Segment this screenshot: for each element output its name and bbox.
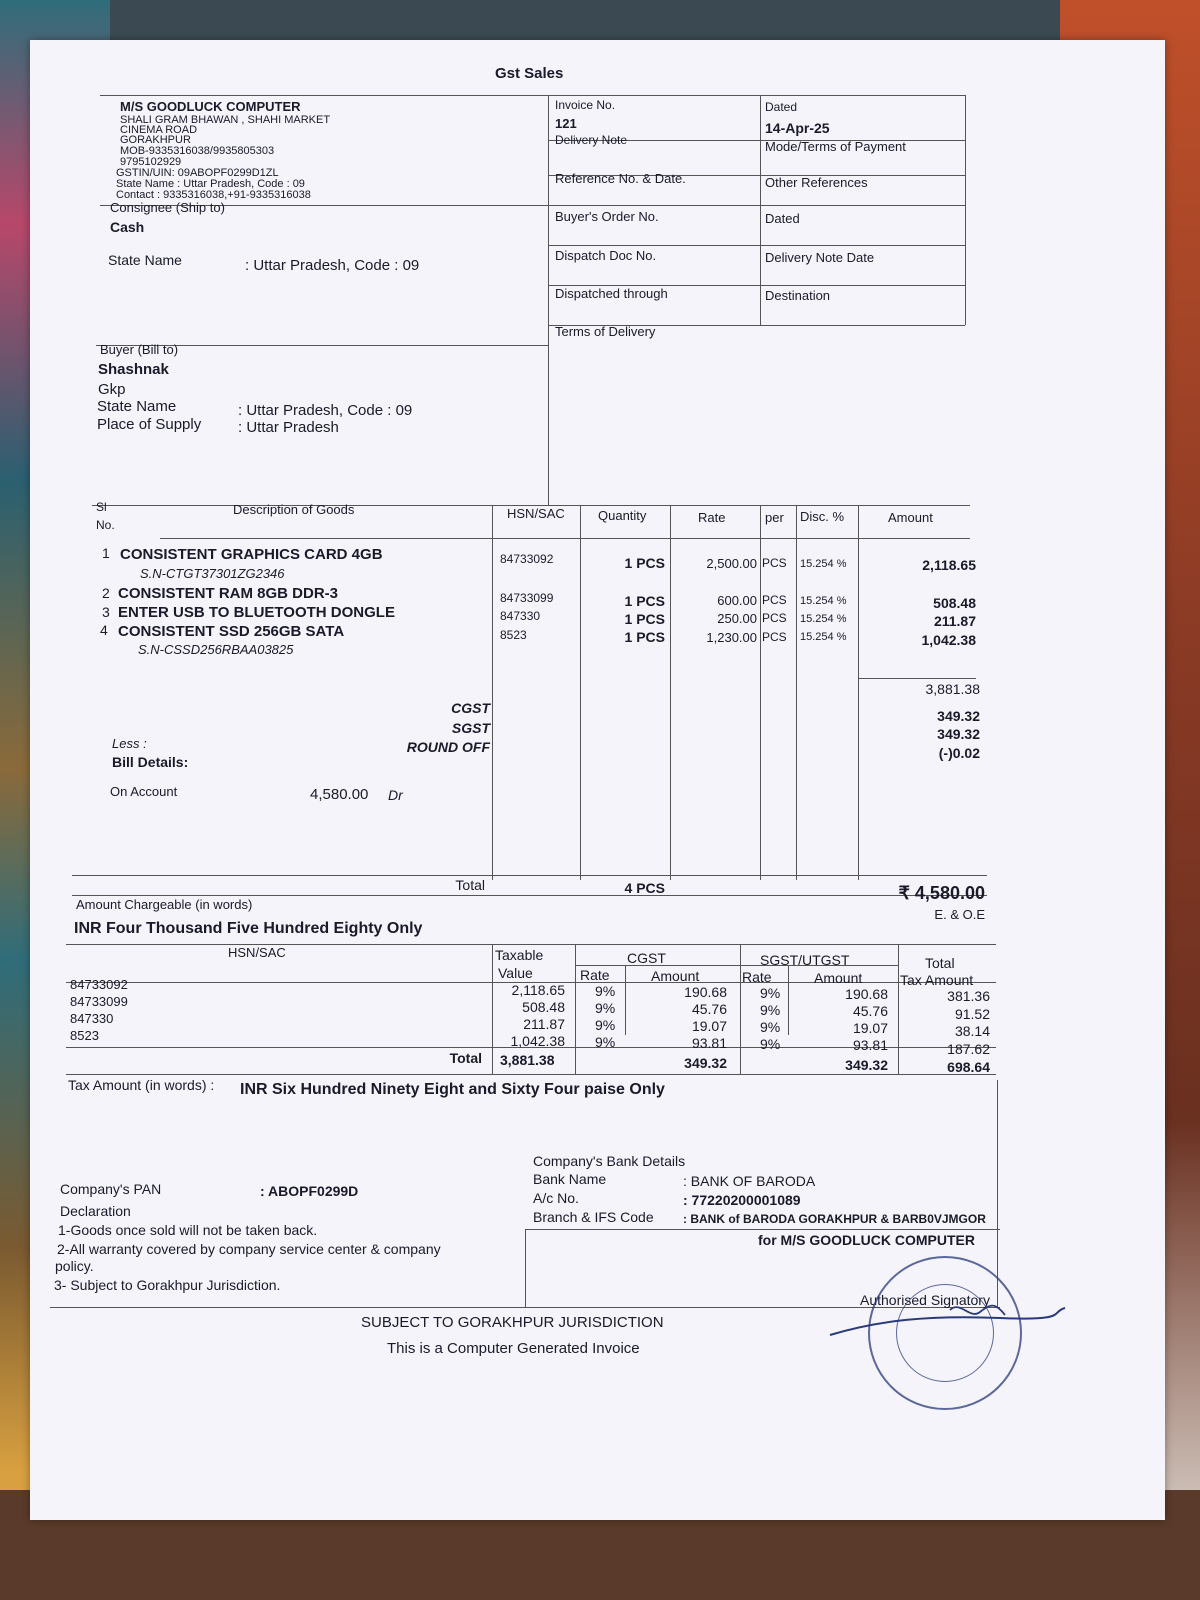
item-per: PCS: [762, 611, 787, 625]
buyer-city: Gkp: [98, 381, 126, 398]
footer-jurisdiction: SUBJECT TO GORAKHPUR JURISDICTION: [361, 1314, 664, 1331]
tax-header-hsn: HSN/SAC: [228, 945, 286, 960]
rule: [575, 965, 898, 966]
bank-branch-value: : BANK of BARODA GORAKHPUR & BARB0VJMGOR: [683, 1212, 986, 1226]
item-qty: 1 PCS: [624, 555, 665, 571]
buyers-order-label: Buyer's Order No.: [555, 209, 659, 224]
bill-details-label: Bill Details:: [112, 754, 189, 770]
declaration-line: 2-All warranty covered by company service center & company: [57, 1241, 441, 1257]
less-label: Less :: [112, 736, 147, 751]
rule: [492, 505, 493, 880]
rule: [580, 505, 581, 880]
header-disc: Disc. %: [800, 509, 845, 524]
tax-header-cgst-amount: Amount: [651, 968, 700, 984]
rule: [788, 965, 789, 1035]
consignee-name: Cash: [110, 219, 145, 235]
seller-state: State Name : Uttar Pradesh, Code : 09: [116, 178, 305, 190]
document-title: Gst Sales: [495, 65, 564, 82]
subtotal-amount: 3,881.38: [925, 681, 980, 697]
header-description: Description of Goods: [233, 502, 355, 517]
tax-header-cgst-rate: Rate: [580, 967, 610, 983]
buyer-name: Shashnak: [98, 361, 169, 378]
item-per: PCS: [762, 630, 787, 644]
authorised-signatory: Authorised Signatory: [860, 1292, 990, 1308]
bank-heading: Company's Bank Details: [533, 1153, 686, 1169]
item-rate: 2,500.00: [706, 556, 757, 571]
rule: [160, 538, 970, 539]
consignee-state-value: : Uttar Pradesh, Code : 09: [245, 257, 420, 274]
buyer-state-value: : Uttar Pradesh, Code : 09: [238, 402, 413, 419]
invoice-no: 121: [555, 116, 577, 131]
tax-row-cgst-amount: 93.81: [691, 1035, 727, 1051]
delivery-note-label: Delivery Note: [555, 133, 628, 147]
tax-row-cgst-rate: 9%: [595, 1000, 616, 1016]
tax-row-cgst-rate: 9%: [595, 1017, 616, 1033]
declaration-line: 1-Goods once sold will not be taken back.: [58, 1222, 318, 1238]
header-quantity: Quantity: [598, 508, 647, 523]
tax-row-hsn: 84733092: [70, 977, 128, 992]
rule: [670, 505, 671, 880]
item-disc: 15.254 %: [800, 558, 847, 570]
rule: [66, 1074, 996, 1075]
tax-row-cgst-amount: 19.07: [691, 1018, 727, 1034]
rule: [66, 944, 996, 945]
rule: [548, 245, 965, 246]
rule: [858, 678, 976, 679]
item-sl: 1: [102, 545, 110, 561]
bank-name-label: Bank Name: [533, 1171, 607, 1187]
invoice-no-label: Invoice No.: [555, 98, 616, 112]
seller-mobile: MOB-9335316038/9935805303: [120, 145, 275, 157]
item-description: CONSISTENT SSD 256GB SATA: [118, 623, 345, 640]
on-account-value: 4,580.00: [310, 786, 369, 803]
tax-row-cgst-amount: 190.68: [684, 984, 727, 1000]
rule: [100, 205, 965, 206]
invoice-paper: [30, 40, 1165, 1520]
item-sl: 4: [100, 622, 108, 638]
header-no: No.: [96, 518, 115, 532]
item-qty: 1 PCS: [624, 593, 665, 609]
item-hsn: 84733099: [500, 591, 554, 605]
tax-row-sgst-amount: 19.07: [852, 1020, 888, 1036]
bank-ac-value: : 77220200001089: [683, 1192, 801, 1208]
destination-label: Destination: [765, 288, 831, 303]
tax-row-sgst-amount: 45.76: [852, 1003, 888, 1019]
item-hsn: 847330: [500, 609, 541, 623]
item-sl: 3: [102, 604, 110, 620]
consignee-state-label: State Name: [108, 252, 182, 268]
tax-total-sgst: 349.32: [845, 1057, 888, 1073]
item-description: CONSISTENT RAM 8GB DDR-3: [118, 585, 339, 602]
seller-gstin: GSTIN/UIN: 09ABOPF0299D1ZL: [116, 167, 279, 179]
declaration-label: Declaration: [60, 1203, 131, 1219]
sgst-label: SGST: [451, 720, 490, 736]
item-qty: 1 PCS: [624, 629, 665, 645]
tax-words-label: Tax Amount (in words) :: [68, 1077, 215, 1093]
round-off-amount: (-)0.02: [938, 745, 980, 761]
tax-header-total: Total: [925, 955, 955, 971]
header-per: per: [765, 510, 784, 525]
item-hsn: 84733092: [500, 552, 554, 566]
item-serial: S.N-CSSD256RBAA03825: [138, 642, 294, 657]
tax-row-taxable: 508.48: [522, 999, 565, 1015]
pan-label: Company's PAN: [60, 1181, 162, 1197]
tax-row-total: 91.52: [954, 1006, 990, 1022]
tax-row-hsn: 84733099: [70, 994, 128, 1009]
header-amount: Amount: [888, 510, 933, 525]
tax-header-value: Value: [498, 965, 533, 981]
dated2-label: Dated: [765, 211, 800, 226]
rule: [898, 944, 899, 1074]
dated: 14-Apr-25: [765, 120, 830, 136]
rule: [997, 1080, 998, 1307]
tax-row-total: 187.62: [947, 1041, 990, 1057]
seller-phone: 9795102929: [120, 156, 182, 168]
tax-row-sgst-amount: 93.81: [852, 1037, 888, 1053]
total-amount: ₹ 4,580.00: [898, 883, 985, 903]
cgst-label: CGST: [451, 700, 490, 716]
item-sl: 2: [102, 585, 110, 601]
item-disc: 15.254 %: [800, 631, 847, 643]
item-hsn: 8523: [500, 628, 527, 642]
tax-row-cgst-rate: 9%: [595, 1034, 616, 1050]
header-hsn: HSN/SAC: [507, 506, 565, 521]
dispatch-doc-label: Dispatch Doc No.: [555, 248, 657, 263]
tax-row-sgst-amount: 190.68: [845, 986, 888, 1002]
buyer-label: Buyer (Bill to): [100, 342, 179, 357]
tax-total-cgst: 349.32: [684, 1055, 727, 1071]
cgst-amount: 349.32: [937, 708, 980, 724]
tax-row-sgst-rate: 9%: [760, 1002, 781, 1018]
rule: [72, 875, 987, 876]
rule: [100, 95, 965, 96]
header-sl: Sl: [96, 500, 107, 514]
tax-header-sgst-amount: Amount: [814, 970, 863, 986]
mode-terms-label: Mode/Terms of Payment: [765, 139, 906, 154]
item-rate: 250.00: [717, 611, 757, 626]
on-account-dr: Dr: [388, 787, 403, 803]
amount-words: INR Four Thousand Five Hundred Eighty Only: [74, 920, 423, 937]
sgst-amount: 349.32: [937, 726, 980, 742]
rule: [525, 1229, 526, 1307]
delivery-note-date-label: Delivery Note Date: [765, 250, 875, 265]
item-amount: 211.87: [933, 613, 976, 629]
item-description: ENTER USB TO BLUETOOTH DONGLE: [118, 604, 395, 621]
tax-header-total-amount: Tax Amount: [900, 972, 974, 988]
item-disc: 15.254 %: [800, 613, 847, 625]
item-qty: 1 PCS: [624, 611, 665, 627]
total-label: Total: [455, 877, 485, 893]
rule: [796, 505, 797, 880]
tax-row-hsn: 8523: [70, 1028, 99, 1043]
signature-scribble: [820, 1290, 1070, 1350]
buyer-pos-label: Place of Supply: [97, 416, 202, 433]
tax-row-sgst-rate: 9%: [760, 985, 781, 1001]
item-amount: 2,118.65: [922, 557, 976, 573]
pan-value: : ABOPF0299D: [260, 1183, 359, 1199]
tax-total-taxable: 3,881.38: [500, 1052, 555, 1068]
rule: [740, 944, 741, 1074]
tax-row-taxable: 211.87: [523, 1016, 565, 1032]
tax-row-total: 38.14: [954, 1023, 990, 1039]
tax-row-taxable: 2,118.65: [511, 982, 565, 998]
dispatched-through-label: Dispatched through: [555, 286, 668, 301]
other-references-label: Other References: [765, 175, 868, 190]
dated-label: Dated: [765, 100, 798, 114]
rule: [575, 944, 576, 1074]
rule: [625, 965, 626, 1035]
tax-row-total: 381.36: [947, 988, 990, 1004]
bank-name-value: : BANK OF BARODA: [683, 1173, 816, 1189]
tax-words-value: INR Six Hundred Ninety Eight and Sixty Four paise Only: [240, 1081, 665, 1098]
tax-row-hsn: 847330: [70, 1011, 114, 1026]
buyer-pos-value: : Uttar Pradesh: [238, 419, 339, 436]
rule: [858, 505, 859, 880]
declaration-line: policy.: [55, 1258, 94, 1274]
amount-words-label: Amount Chargeable (in words): [76, 897, 253, 912]
reference-label: Reference No. & Date.: [555, 171, 686, 186]
tax-row-cgst-rate: 9%: [595, 983, 616, 999]
on-account-label: On Account: [110, 784, 178, 799]
tax-header-sgst: SGST/UTGST: [760, 952, 850, 968]
declaration-line: 3- Subject to Gorakhpur Jurisdiction.: [54, 1277, 281, 1293]
bank-branch-label: Branch & IFS Code: [533, 1209, 654, 1225]
seller-address-line: CINEMA ROAD: [120, 124, 198, 136]
rule: [760, 95, 761, 325]
tax-header-cgst: CGST: [627, 950, 666, 966]
rule: [548, 95, 549, 505]
round-off-label: ROUND OFF: [406, 739, 490, 755]
tax-total-label: Total: [449, 1050, 482, 1066]
total-quantity: 4 PCS: [624, 880, 665, 896]
tax-row-sgst-rate: 9%: [760, 1019, 781, 1035]
tax-header-sgst-rate: Rate: [742, 969, 772, 985]
tax-row-cgst-amount: 45.76: [691, 1001, 727, 1017]
rule: [525, 1229, 1000, 1230]
item-serial: S.N-CTGT37301ZG2346: [140, 566, 285, 581]
item-description: CONSISTENT GRAPHICS CARD 4GB: [120, 546, 383, 563]
item-rate: 1,230.00: [706, 630, 757, 645]
seller-address-line: SHALI GRAM BHAWAN , SHAHI MARKET: [120, 114, 331, 126]
footer-computer-generated: This is a Computer Generated Invoice: [387, 1340, 640, 1357]
item-amount: 508.48: [933, 595, 976, 611]
item-rate: 600.00: [717, 593, 757, 608]
rule: [760, 505, 761, 880]
tax-header-taxable: Taxable: [495, 947, 544, 963]
item-amount: 1,042.38: [921, 632, 976, 648]
item-per: PCS: [762, 593, 787, 607]
consignee-label: Consignee (Ship to): [110, 200, 225, 215]
terms-delivery-label: Terms of Delivery: [555, 324, 656, 339]
for-company: for M/S GOODLUCK COMPUTER: [758, 1232, 975, 1248]
bank-ac-label: A/c No.: [533, 1190, 579, 1206]
eoe: E. & O.E: [934, 907, 985, 922]
item-disc: 15.254 %: [800, 595, 847, 607]
seller-contact: Contact : 9335316038,+91-9335316038: [116, 189, 311, 201]
header-rate: Rate: [698, 510, 726, 525]
tax-row-sgst-rate: 9%: [760, 1036, 781, 1052]
tax-total-amount: 698.64: [947, 1059, 990, 1075]
rule: [965, 95, 966, 325]
buyer-state-label: State Name: [97, 398, 177, 415]
item-per: PCS: [762, 556, 787, 570]
seller-name: M/S GOODLUCK COMPUTER: [120, 99, 301, 114]
seller-city: GORAKHPUR: [120, 134, 191, 146]
tax-row-taxable: 1,042.38: [510, 1033, 565, 1049]
